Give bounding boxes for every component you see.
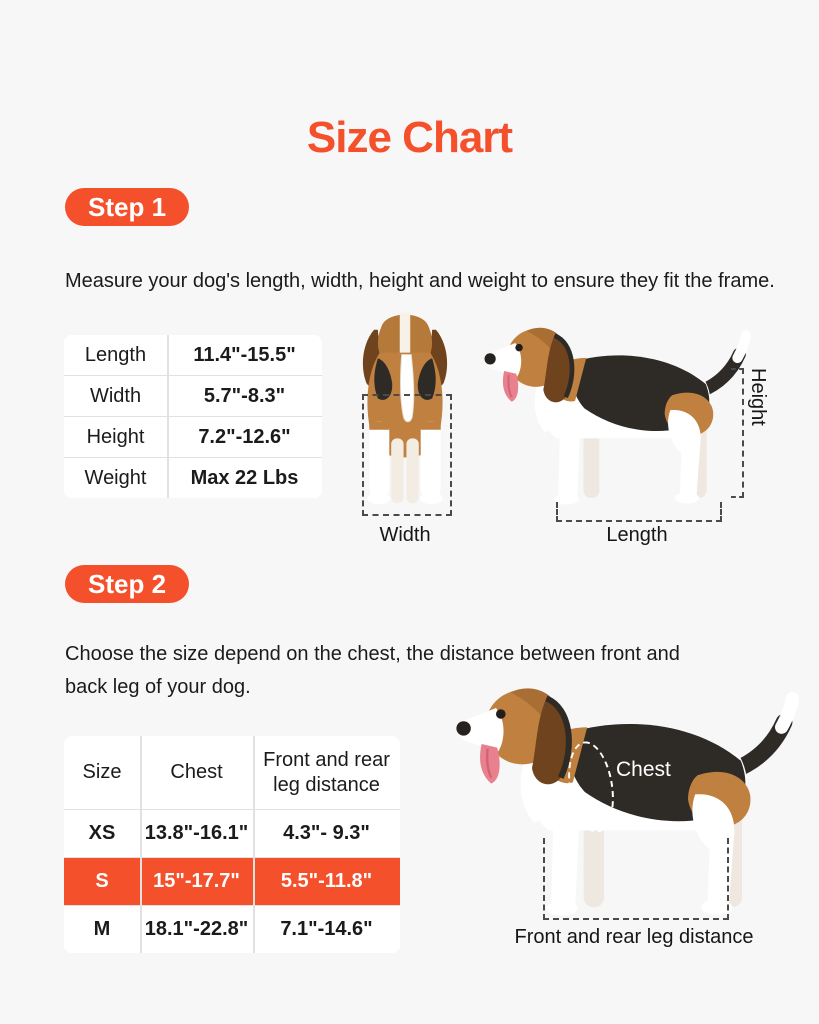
table-row-xs (64, 809, 400, 857)
page-title: Size Chart (306, 113, 513, 163)
table-row-s-highlighted (64, 857, 400, 905)
table-row-m (64, 905, 400, 953)
row-value: Max 22 Lbs (190, 466, 299, 489)
width-label: Width (379, 524, 431, 546)
leg-distance-label: Front and rear leg distance (514, 926, 754, 948)
height-measure-bracket (731, 368, 744, 498)
row-value: 5.7"-8.3" (203, 384, 286, 407)
row-label: Weight (84, 466, 147, 489)
row-label: Length (84, 343, 147, 366)
length-label: Length (606, 524, 668, 546)
table-row (64, 457, 322, 498)
table1-vertical-divider (167, 335, 169, 498)
step2-badge: Step 2 (65, 565, 189, 603)
step2-size-table (64, 736, 400, 953)
header-size: Size (82, 761, 122, 783)
table2-vertical-divider (140, 736, 142, 953)
size-cell: XS (88, 822, 116, 844)
header-leg-distance: Front and rear leg distance (263, 748, 390, 796)
step1-measurement-table (64, 335, 322, 498)
row-value: 7.2"-12.6" (198, 425, 291, 448)
table2-vertical-divider (253, 736, 255, 953)
header-chest: Chest (170, 761, 223, 783)
size-cell: M (93, 918, 111, 940)
width-measure-box (362, 394, 452, 516)
leg-distance-cell: 5.5"-11.8" (280, 870, 373, 892)
leg-distance-cell: 7.1"-14.6" (280, 918, 373, 940)
size-cell: S (95, 870, 109, 892)
dog-side-view-illustration (478, 315, 758, 525)
step1-description: Measure your dog's length, width, height and weight to ensure they fit the frame. (65, 270, 775, 292)
chest-label: Chest (616, 758, 671, 781)
row-label: Height (86, 425, 145, 448)
leg-distance-measure-bracket (543, 838, 729, 920)
step2-description: Choose the size depend on the chest, the distance between front and back leg of your dog. (65, 643, 680, 698)
row-label: Width (89, 384, 142, 407)
table-row (64, 375, 322, 416)
chest-cell: 18.1"-22.8" (144, 918, 249, 940)
table-row (64, 335, 322, 375)
table-row (64, 416, 322, 457)
length-measure-bracket (556, 502, 722, 522)
step1-badge: Step 1 (65, 188, 189, 226)
row-value: 11.4"-15.5" (193, 343, 296, 366)
leg-distance-cell: 4.3"- 9.3" (283, 822, 370, 844)
height-label: Height (747, 368, 769, 426)
chest-cell: 13.8"-16.1" (144, 822, 249, 844)
table-header-row (64, 736, 400, 809)
chest-cell: 15"-17.7" (153, 870, 240, 892)
